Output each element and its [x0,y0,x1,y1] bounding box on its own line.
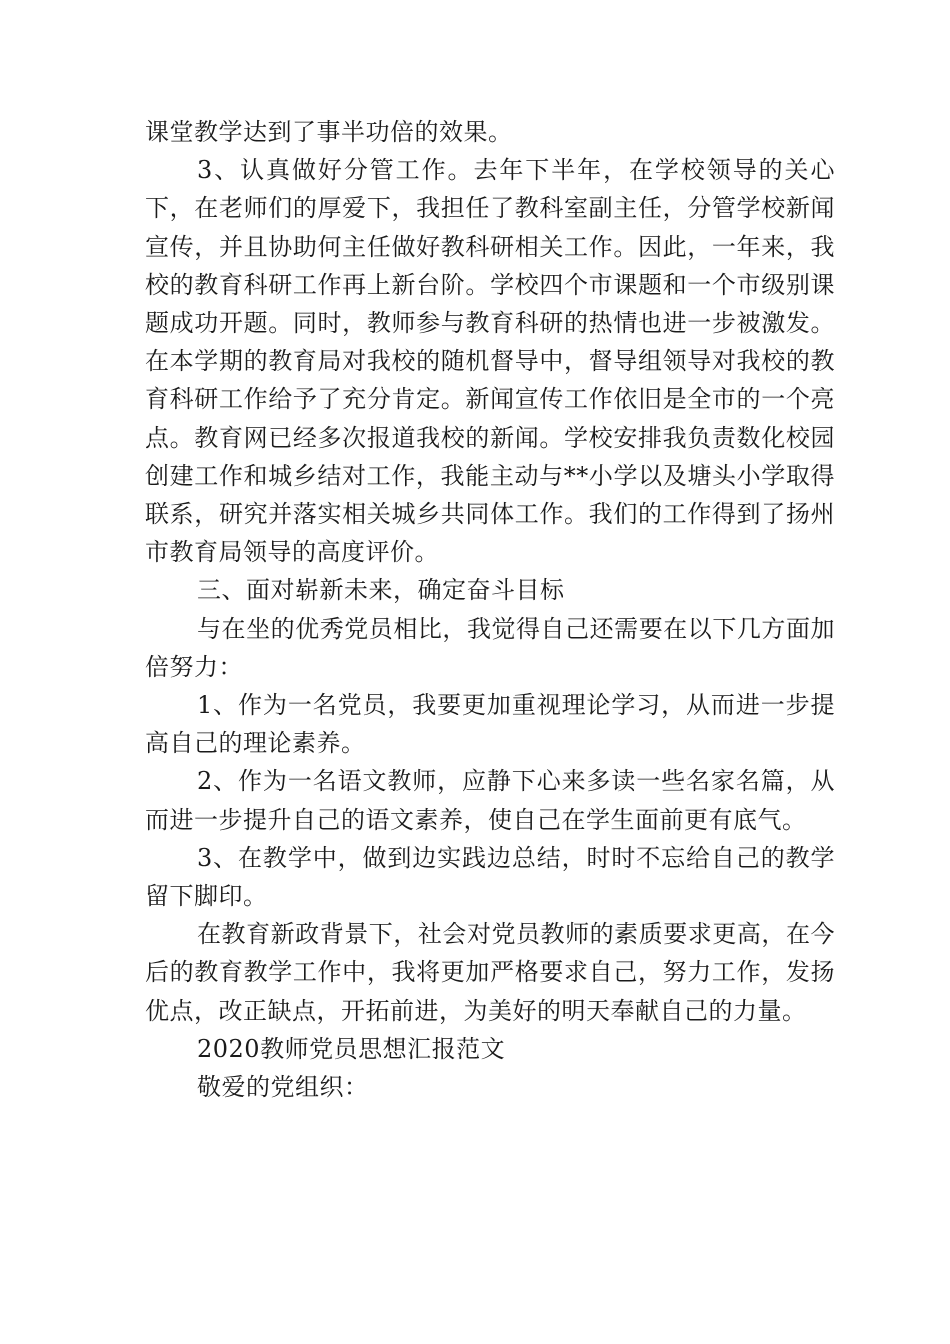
document-body [145,113,835,1106]
paragraph-item-3-management: 3、认真做好分管工作。去年下半年，在学校领导的关心下，在老师们的厚爱下，我担任了教科室副主任，分管学校新闻宣传，并且协助何主任做好教科研相关工作。因此，一年来，我校的教育科研工作再上新台阶。学校四个市课题和一个市级别课题成功开题。同时，教师参与教育科研的热情也进一步被激发。在本学期的教育局对我校的随机督导中，督导组领导对我校的教育科研工作给予了充分肯定。新闻宣传工作依旧是全市的一个亮点。教育网已经多次报道我校的新闻。学校安排我负责数化校园创建工作和城乡结对工作，我能主动与**小学以及塘头小学取得联系，研究并落实相关城乡共同体工作。我们的工作得到了扬州市教育局领导的高度评价。 [145,156,835,567]
paragraph-continuation: 课堂教学达到了事半功倍的效果。 [145,118,513,146]
document-title: 2020教师党员思想汇报范文 [197,1034,506,1063]
salutation: 敬爱的党组织： [197,1073,369,1102]
paragraph-intro-goals: 与在坐的优秀党员相比，我觉得自己还需要在以下几方面加倍努力： [145,614,835,681]
section-heading-goals: 三、面对崭新未来，确定奋斗目标 [197,576,565,605]
paragraph-goal-3: 3、在教学中，做到边实践边总结，时时不忘给自己的教学留下脚印。 [145,843,835,911]
paragraph-conclusion: 在教育新政背景下，社会对党员教师的素质要求更高，在今后的教育教学工作中，我将更加严格要求自己，努力工作，发扬优点，改正缺点，开拓前进，为美好的明天奉献自己的力量。 [145,920,835,1025]
paragraph-goal-2: 2、作为一名语文教师，应静下心来多读一些名家名篇，从而进一步提升自己的语文素养，使自己在学生面前更有底气。 [145,767,835,834]
paragraph-goal-1: 1、作为一名党员，我要更加重视理论学习，从而进一步提高自己的理论素养。 [145,691,835,758]
